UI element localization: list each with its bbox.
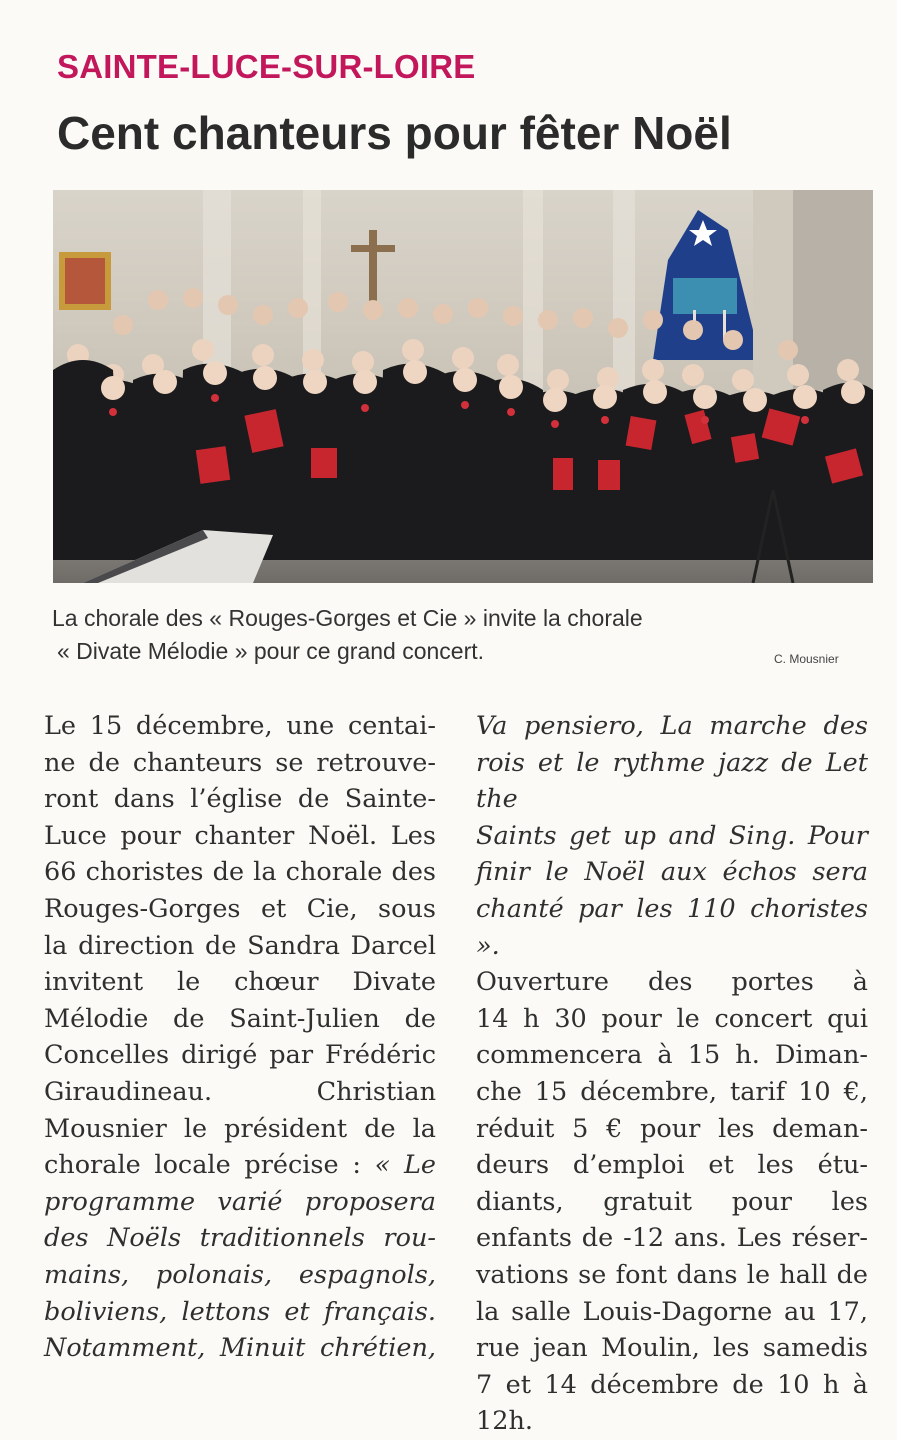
body-line-text: réduit 5 € pour les deman-: [476, 1113, 868, 1144]
body-line-text: Luce pour chanter Noël. Les: [44, 820, 436, 851]
body-line: [476, 1294, 868, 1331]
article-body-column-1: [44, 708, 436, 1367]
photo-credit: C. Mousnier: [774, 652, 839, 666]
body-line: [44, 964, 436, 1001]
body-line-italic-text: boliviens, lettons et français.: [44, 1296, 436, 1327]
body-line-text: enfants de -12 ans. Les réser-: [476, 1223, 868, 1254]
body-line-text: Mousnier le président de la: [44, 1113, 436, 1144]
body-line-text: invitent le chœur Divate: [44, 967, 436, 998]
body-line-italic-text: programme varié proposera: [44, 1186, 436, 1217]
article-headline: Cent chanteurs pour fêter Noël: [57, 107, 732, 159]
body-line: [476, 1330, 868, 1367]
body-line-text: vations se font dans le hall de: [476, 1259, 868, 1290]
body-line: [44, 781, 436, 818]
body-line: [44, 928, 436, 965]
body-line-italic-text: rois et le rythme jazz de Let the: [476, 747, 868, 815]
body-line-text: commencera à 15 h. Diman-: [476, 1040, 868, 1071]
body-line: [44, 1111, 436, 1148]
body-line-text: Rouges-Gorges et Cie, sous: [44, 893, 436, 924]
body-line-italic-text: Notamment, Minuit chrétien,: [44, 1333, 436, 1364]
body-line: [476, 1403, 868, 1440]
body-line: [476, 964, 868, 1001]
body-line: [476, 1074, 868, 1111]
body-line: [44, 891, 436, 928]
body-line-italic-text: chanté par les 110 choristes ».: [476, 893, 868, 961]
body-line: [44, 1074, 436, 1111]
body-line: [476, 1184, 868, 1221]
body-line-text: Concelles dirigé par Frédéric: [44, 1040, 436, 1071]
body-line: [44, 1257, 436, 1294]
body-line-text: Giraudineau. Christian: [44, 1076, 436, 1107]
body-line-text: chorale locale précise :: [44, 1150, 375, 1181]
body-line-text: Mélodie de Saint-Julien de: [44, 1003, 436, 1034]
body-line: [476, 1220, 868, 1257]
photo-caption: [52, 602, 752, 668]
article-kicker: SAINTE-LUCE-SUR-LOIRE: [57, 48, 476, 85]
body-line-text: Le 15 décembre, une centai-: [44, 711, 436, 741]
body-line-text: ne de chanteurs se retrouve-: [44, 747, 436, 778]
body-line: [44, 854, 436, 891]
body-line-italic-text: « Le: [374, 1150, 437, 1181]
body-line: [44, 1037, 436, 1074]
body-line-italic-text: finir le Noël aux échos sera: [476, 857, 868, 888]
body-line-text: la salle Louis-Dagorne au 17,: [476, 1296, 868, 1327]
body-line: [476, 708, 868, 745]
body-line: [476, 1111, 868, 1148]
body-line: [476, 745, 868, 818]
body-line: [44, 818, 436, 855]
body-line: [44, 1001, 436, 1038]
body-line-text: 12h.: [476, 1406, 533, 1437]
body-line-italic-text: des Noëls traditionnels rou-: [44, 1223, 436, 1254]
body-line: [476, 1037, 868, 1074]
body-line-text: diants, gratuit pour les: [476, 1186, 868, 1217]
body-line: [44, 1147, 436, 1184]
body-line: [44, 708, 436, 745]
body-line-italic-text: mains, polonais, espagnols,: [44, 1259, 436, 1290]
body-line-text: rue jean Moulin, les samedis: [476, 1333, 868, 1364]
body-line-text: deurs d’emploi et les étu-: [476, 1150, 868, 1181]
article-body-column-2: [476, 708, 868, 1440]
choir-photo-image: [53, 190, 873, 583]
caption-line-2: « Divate Mélodie » pour ce grand concert.: [57, 638, 485, 664]
body-line-italic-text: Va pensiero, La marche des: [476, 711, 868, 741]
body-line: [44, 1220, 436, 1257]
body-line-text: 7 et 14 décembre de 10 h à: [476, 1369, 868, 1400]
body-line: [476, 1367, 868, 1404]
body-line: [476, 1001, 868, 1038]
body-line: [44, 745, 436, 782]
body-line-text: Ouverture des portes à: [476, 967, 868, 998]
body-line: [44, 1294, 436, 1331]
body-line: [476, 854, 868, 891]
caption-line-1: La chorale des « Rouges-Gorges et Cie » invite la chorale: [52, 605, 643, 631]
body-line: [44, 1184, 436, 1221]
body-line: [44, 1330, 436, 1367]
body-line: [476, 1257, 868, 1294]
body-line-italic-text: Saints get up and Sing. Pour: [476, 820, 868, 851]
body-line: [476, 818, 868, 855]
body-line: [476, 1147, 868, 1184]
body-line-text: 66 choristes de la chorale des: [44, 857, 436, 888]
body-line-text: che 15 décembre, tarif 10 €,: [476, 1076, 868, 1107]
body-line-text: ront dans l’église de Sainte-: [44, 784, 436, 815]
body-line-text: 14 h 30 pour le concert qui: [476, 1003, 868, 1034]
body-line-text: la direction de Sandra Darcel: [44, 930, 436, 961]
body-line: [476, 891, 868, 964]
